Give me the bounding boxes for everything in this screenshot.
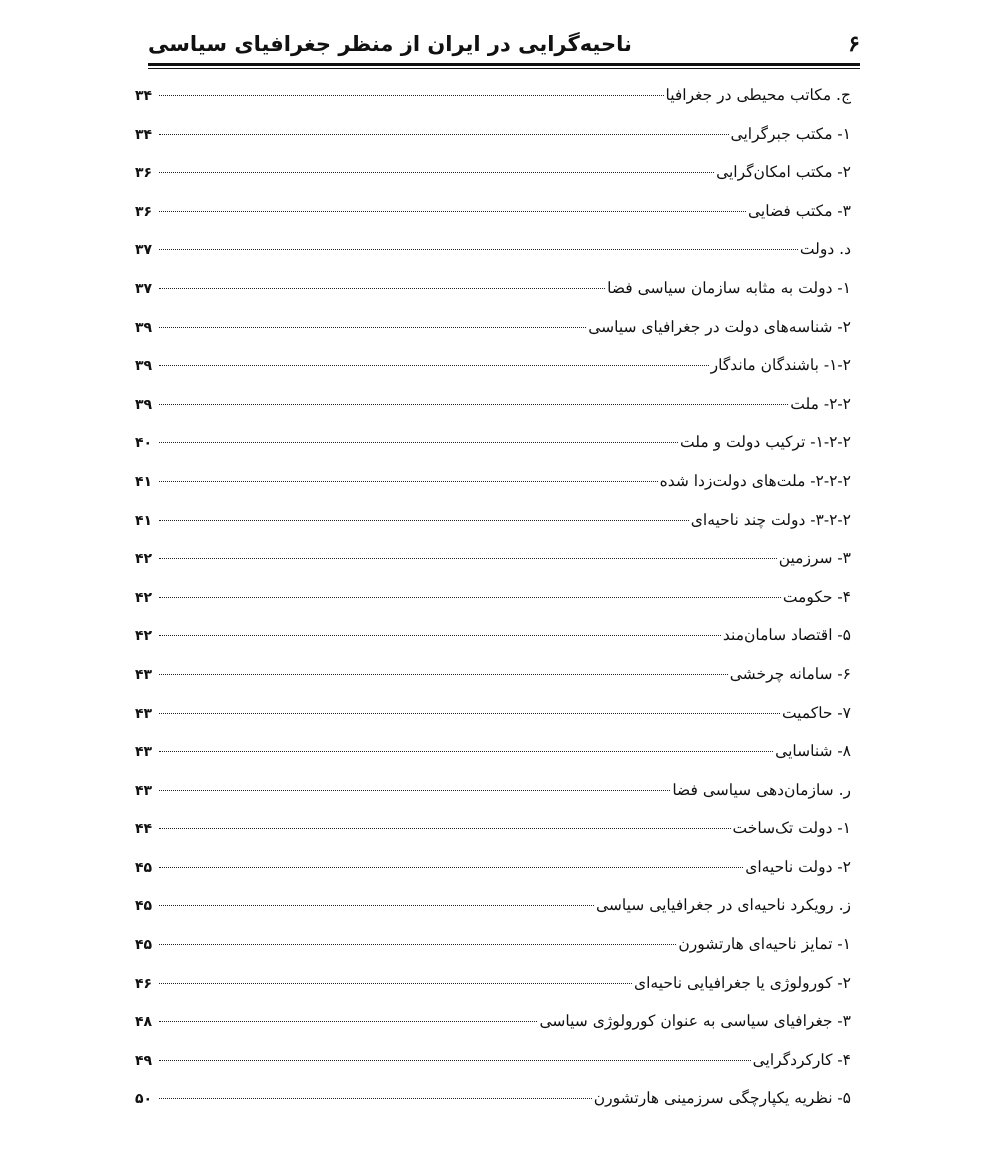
toc-entry-page: ۴۸ [135, 1014, 153, 1031]
toc-entry [135, 385, 851, 424]
toc-entry-title: ۴- کارکردگرایی [752, 1050, 851, 1069]
toc-entry [135, 964, 851, 1003]
toc-entry [135, 771, 851, 810]
toc-entry [135, 192, 851, 231]
toc-entry [135, 655, 851, 694]
dot-leader [159, 1060, 751, 1061]
toc-entry [135, 1079, 851, 1118]
dot-leader [159, 442, 678, 443]
dot-leader [159, 597, 781, 598]
toc-entry [135, 809, 851, 848]
dot-leader [159, 95, 664, 96]
toc-entry [135, 886, 851, 925]
toc-entry-title: ۲- دولت ناحیه‌ای [745, 857, 851, 876]
toc-entry [135, 732, 851, 771]
toc-entry-page: ۳۹ [135, 396, 153, 413]
toc-entry-title: ۲- کورولوژی یا جغرافیایی ناحیه‌ای [633, 973, 851, 992]
toc-entry-page: ۴۳ [135, 666, 153, 683]
dot-leader [159, 944, 676, 945]
toc-entry-page: ۴۲ [135, 551, 153, 568]
toc-entry-page: ۳۹ [135, 319, 153, 336]
toc-entry [135, 616, 851, 655]
toc-entry-title: ز. رویکرد ناحیه‌ای در جغرافیایی سیاسی [595, 896, 851, 915]
toc-entry-page: ۳۷ [135, 242, 153, 259]
dot-leader [159, 481, 658, 482]
toc-entry [135, 346, 851, 385]
toc-entry-page: ۴۱ [135, 473, 153, 490]
toc-entry-title: ۳- جغرافیای سیاسی به عنوان کورولوژی سیاسی [539, 1012, 851, 1031]
toc-entry-title: ۱- دولت تک‌ساخت [732, 819, 851, 838]
page-number: ۶ [848, 31, 860, 57]
toc-entry [135, 501, 851, 540]
toc-entry [135, 694, 851, 733]
dot-leader [159, 249, 798, 250]
toc-entry-page: ۳۶ [135, 165, 153, 182]
toc-entry-page: ۴۲ [135, 589, 153, 606]
toc-entry-page: ۵۰ [135, 1091, 153, 1108]
dot-leader [159, 751, 773, 752]
dot-leader [159, 713, 780, 714]
toc-entry-title: ۳- سرزمین [778, 549, 851, 568]
toc-entry-title: ۲-۲- ملت [790, 394, 851, 413]
toc-entry-page: ۳۶ [135, 203, 153, 220]
toc-entry-title: ۵- نظریه یکپارچگی سرزمینی هارتشورن [593, 1089, 851, 1108]
toc-entry [135, 462, 851, 501]
dot-leader [159, 404, 788, 405]
toc-entry-title: ۵- اقتصاد سامان‌مند [722, 626, 851, 645]
toc-entry [135, 578, 851, 617]
toc-entry-page: ۴۴ [135, 821, 153, 838]
header-rule-thick [148, 63, 860, 66]
dot-leader [159, 674, 728, 675]
toc-entry-page: ۴۵ [135, 859, 153, 876]
dot-leader [159, 172, 714, 173]
toc-entry [135, 115, 851, 154]
dot-leader [159, 327, 586, 328]
toc-entry-title: ۷- حاکمیت [781, 703, 851, 722]
toc-entry [135, 1002, 851, 1041]
toc-entry-page: ۳۷ [135, 280, 153, 297]
toc-entry-title: ۱- تمایز ناحیه‌ای هارتشورن [678, 935, 851, 954]
toc-entry-title: ۶- سامانه چرخشی [729, 664, 851, 683]
toc-entry [135, 308, 851, 347]
toc-entry [135, 539, 851, 578]
toc-entry [135, 848, 851, 887]
toc-entry [135, 153, 851, 192]
toc-entry [135, 423, 851, 462]
dot-leader [159, 905, 594, 906]
running-title: ناحیه‌گرایی در ایران از منظر جغرافیای سیاسی [148, 32, 632, 56]
toc-entry-title: ج. مکاتب محیطی در جغرافیا [665, 86, 851, 104]
dot-leader [159, 365, 709, 366]
toc-entry-title: ۳-۲-۲- دولت چند ناحیه‌ای [690, 510, 851, 529]
toc-entry-page: ۴۶ [135, 975, 153, 992]
toc-entry-title: ۱- دولت به مثابه سازمان سیاسی فضا [607, 278, 851, 297]
toc-entry-page: ۴۵ [135, 898, 153, 915]
table-of-contents [135, 76, 851, 1118]
toc-entry [135, 1041, 851, 1080]
toc-entry-page: ۴۳ [135, 705, 153, 722]
toc-entry-title: ۱- مکتب جبرگرایی [730, 124, 851, 143]
toc-entry-page: ۴۰ [135, 435, 153, 452]
dot-leader [159, 867, 743, 868]
toc-entry-page: ۴۲ [135, 628, 153, 645]
dot-leader [159, 1098, 592, 1099]
toc-entry-page: ۴۳ [135, 744, 153, 761]
toc-entry-title: ۱-۲- باشندگان ماندگار [710, 356, 851, 375]
dot-leader [159, 983, 632, 984]
toc-entry-page: ۴۵ [135, 937, 153, 954]
dot-leader [159, 288, 605, 289]
toc-entry [135, 269, 851, 308]
toc-entry-page: ۳۹ [135, 358, 153, 375]
toc-entry-title: ۴- حکومت [782, 587, 851, 606]
dot-leader [159, 520, 689, 521]
dot-leader [159, 211, 746, 212]
toc-entry-page: ۴۳ [135, 782, 153, 799]
dot-leader [159, 558, 777, 559]
toc-entry-title: ۲- مکتب امکان‌گرایی [716, 163, 851, 182]
dot-leader [159, 635, 721, 636]
page-header [148, 28, 860, 60]
toc-entry-title: ر. سازمان‌دهی سیاسی فضا [672, 780, 851, 799]
dot-leader [159, 134, 729, 135]
header-rule-thin [148, 68, 860, 69]
dot-leader [159, 790, 670, 791]
toc-entry-title: ۲-۲-۲- ملت‌های دولت‌زدا شده [659, 471, 851, 490]
dot-leader [159, 828, 731, 829]
toc-entry-title: ۲- شناسه‌های دولت در جغرافیای سیاسی [588, 317, 851, 336]
toc-entry-title: د. دولت [799, 240, 851, 259]
toc-entry [135, 76, 851, 115]
toc-entry [135, 230, 851, 269]
toc-entry [135, 925, 851, 964]
toc-entry-page: ۴۹ [135, 1052, 153, 1069]
toc-entry-page: ۳۴ [135, 88, 153, 104]
toc-entry-page: ۳۴ [135, 126, 153, 143]
toc-entry-page: ۴۱ [135, 512, 153, 529]
toc-entry-title: ۳- مکتب فضایی [748, 201, 851, 220]
toc-entry-title: ۸- شناسایی [775, 742, 851, 761]
toc-entry-title: ۱-۲-۲- ترکیب دولت و ملت [679, 433, 851, 452]
dot-leader [159, 1021, 537, 1022]
